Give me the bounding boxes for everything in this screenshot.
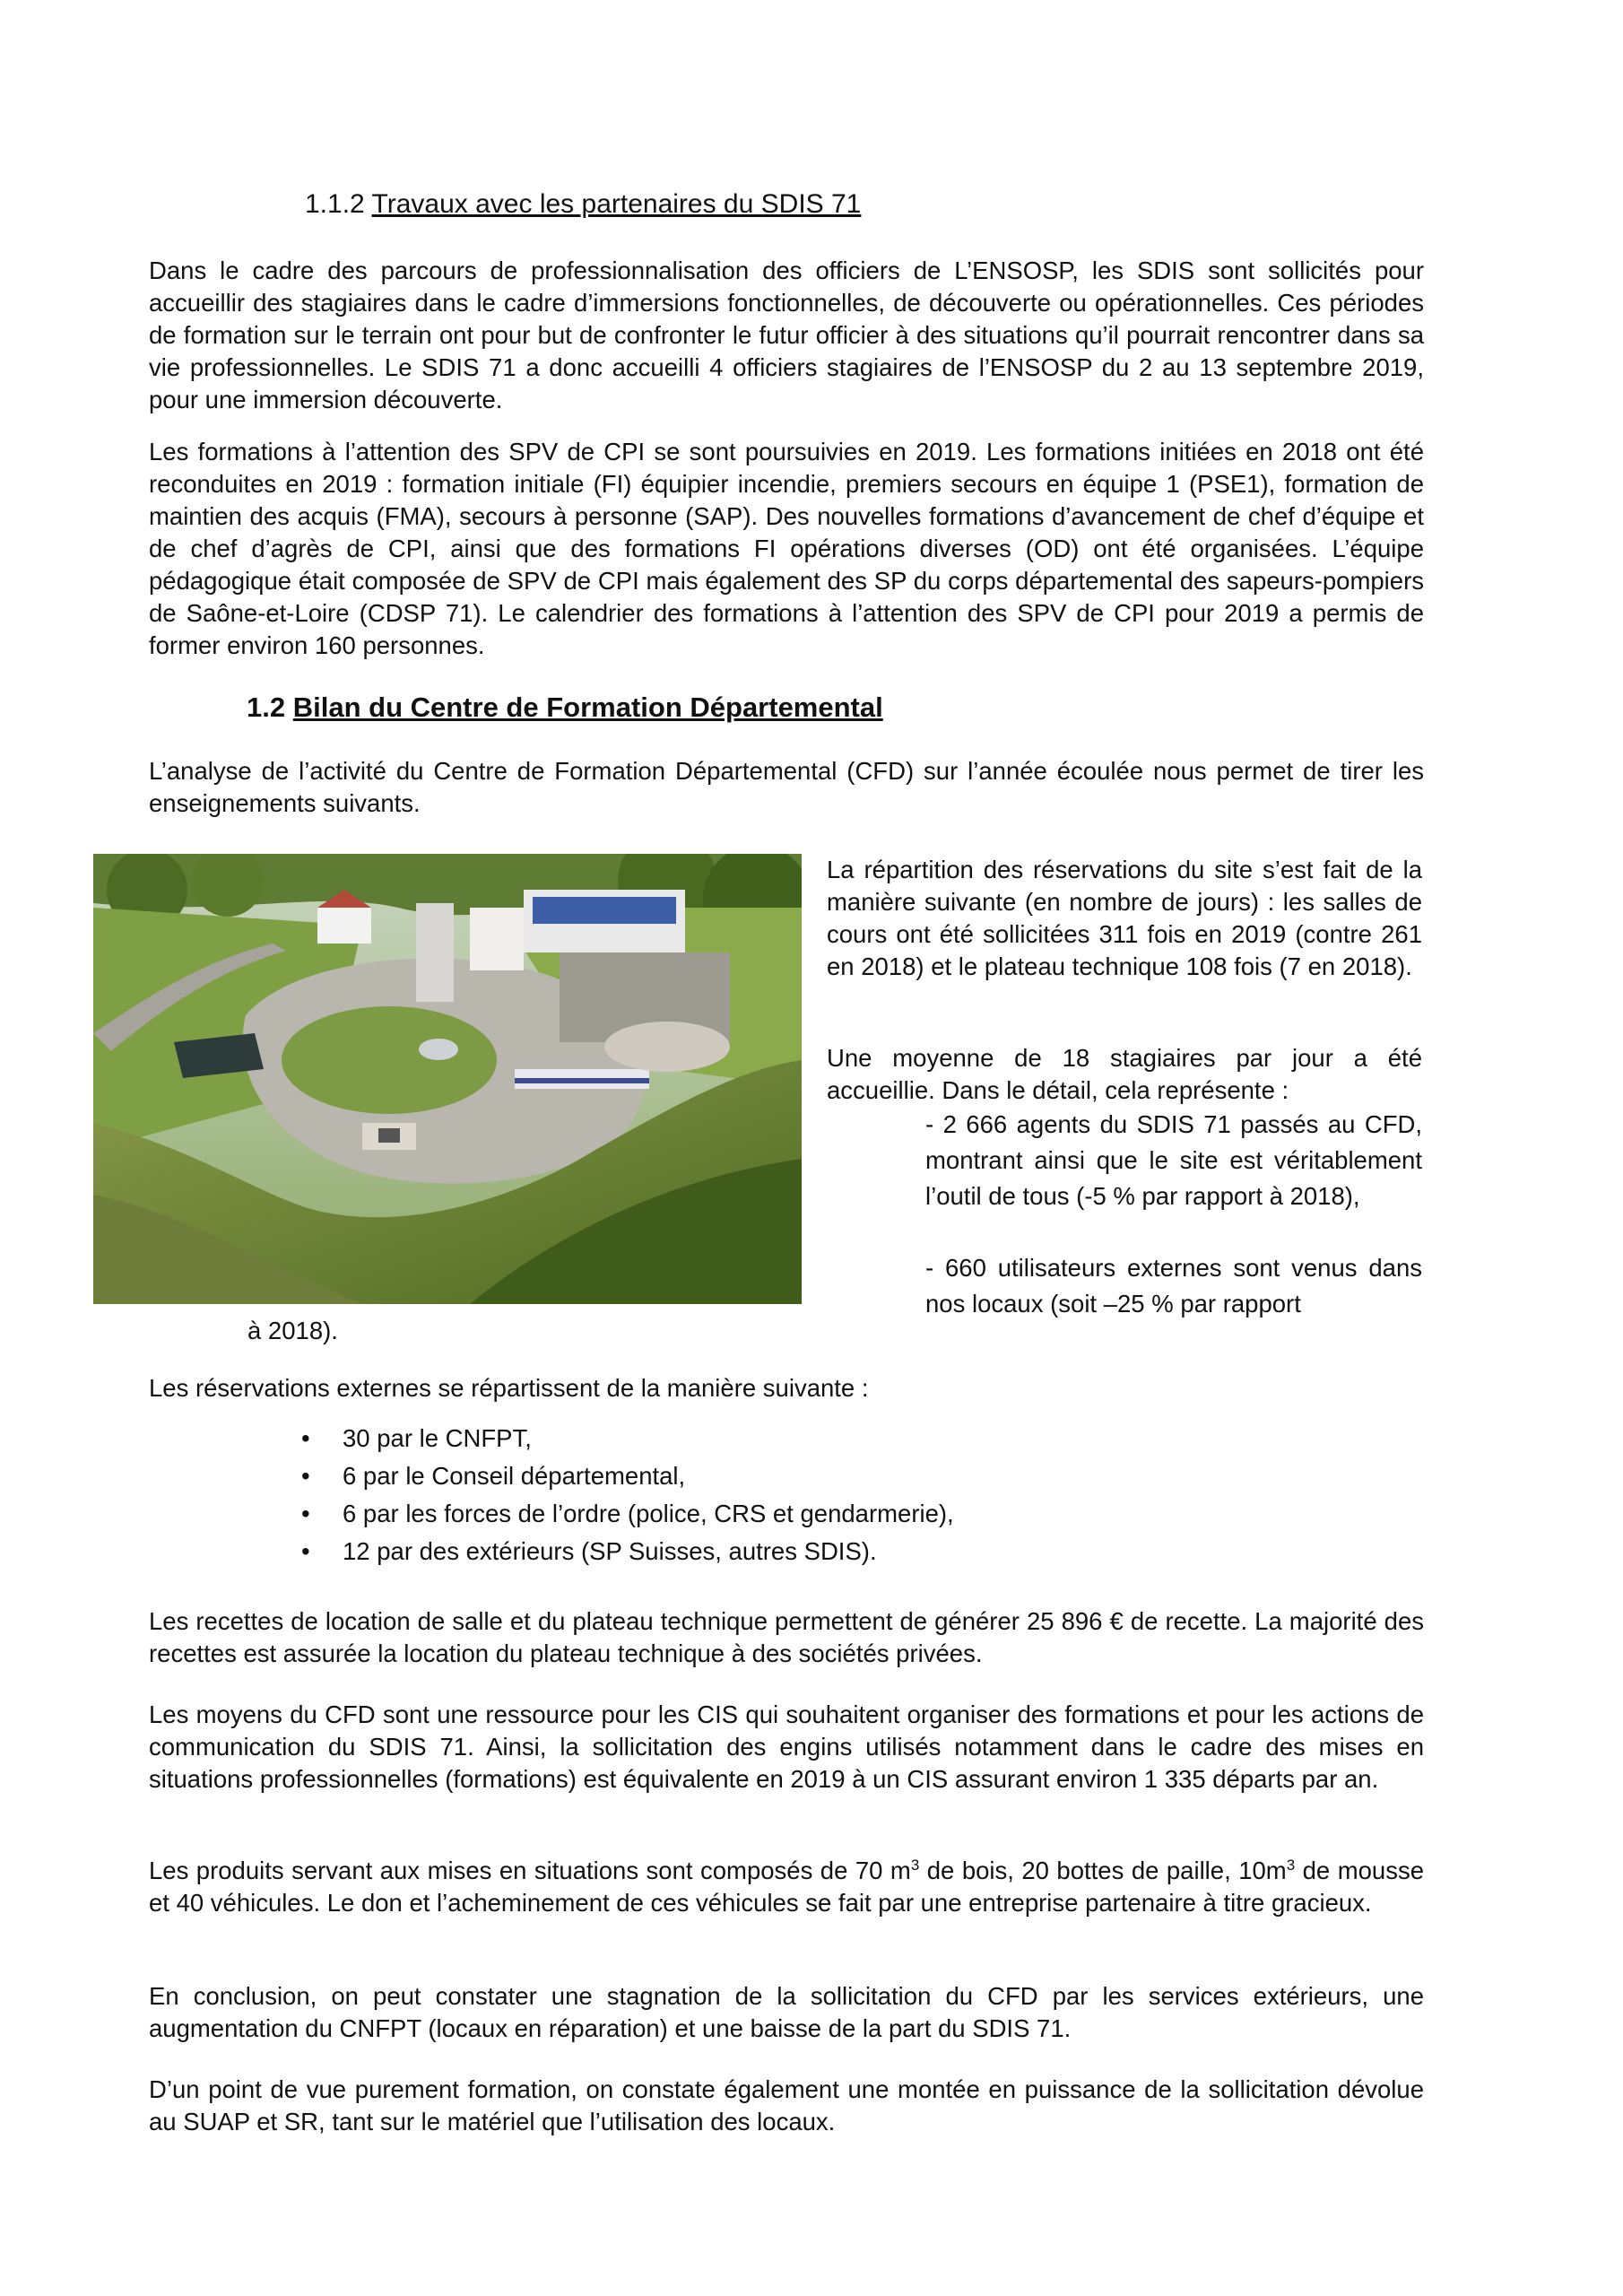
section-title: Travaux avec les partenaires du SDIS 71 (371, 189, 862, 219)
bullet-icon: • (301, 1462, 310, 1490)
section-heading-1-2 (247, 689, 883, 726)
training-centre-aerial-photo (93, 854, 802, 1304)
paragraph-moyens-cfd: Les moyens du CFD sont une ressource pour les CIS qui souhaitent organiser des formations et pour les actions de communication du SDIS 71. Ainsi, la sollicitation des engins utilisés notamment dans le cadre des mises en situations professionnelles (formations) est équivalente en 2019 à un CIS assurant environ 1 335 départs par an. (149, 1700, 1424, 1793)
reservations-list (296, 1420, 954, 1570)
section-number: 1.1.2 (305, 189, 365, 219)
paragraph-repartition: La répartition des réservations du site s’est fait de la manière suivante (en nombre de jours) : les salles de cours ont été sollicitées 311 fois en 2019 (contre 261 en 2018) et le plateau technique 108 fois (7 en 2018). (827, 856, 1422, 980)
paragraph-moyenne-stagiaires: Une moyenne de 18 stagiaires par jour a été accueillie. Dans le détail, cela représente : (827, 1044, 1422, 1104)
paragraph-reservations-externes: Les réservations externes se répartissent de la manière suivante : (149, 1374, 869, 1402)
paragraph-spv-formations: Les formations à l’attention des SPV de CPI se sont poursuivies en 2019. Les formations initiées en 2018 ont été reconduites en 2019 : formation initiale (FI) équipier incendie, premiers secours en équipe 1 (PSE1), formation de maintien des acquis (FMA), secours à personne (SAP). Des nouvelles formations d’avancement de chef d’équipe et de chef d’agrès de CPI, ainsi que des formations FI opérations diverses (OD) ont été organisées. L’équipe pédagogique était composée de SPV de CPI mais également des SP du corps départemental des sapeurs-pompiers de Saône-et-Loire (CDSP 71). Le calendrier des formations à l’attention des SPV de CPI pour 2019 a permis de former environ 160 personnes. (149, 438, 1424, 659)
paragraph-cfd-intro: L’analyse de l’activité du Centre de Formation Départemental (CFD) sur l’année écoulée nous permet de tirer les enseignements suivants. (149, 757, 1424, 817)
paragraph-conclusion: En conclusion, on peut constater une stagnation de la sollicitation du CFD par les services extérieurs, une augmentation du CNFPT (locaux en réparation) et une baisse de la part du SDIS 71. (149, 1982, 1424, 2042)
section-number: 1.2 (247, 691, 286, 723)
paragraph-recettes: Les recettes de location de salle et du plateau technique permettent de générer 25 896 € de recette. La majorité des recettes est assurée la location du plateau technique à des sociétés privées. (149, 1607, 1424, 1667)
list-item: • 6 par les forces de l’ordre (police, CRS et gendarmerie), (296, 1495, 954, 1533)
bullet-icon: • (301, 1424, 310, 1452)
section-title: Bilan du Centre de Formation Départemental (292, 691, 883, 723)
paragraph-produits: Les produits servant aux mises en situations sont composés de 70 $m^3$ de bois, 20 bottes de paille, $10m^3$ de mousse et 40 véhicules. Le don et l’acheminement de ces véhicules se fait par une entreprise partenaire à titre gracieux. (149, 1856, 1424, 1917)
bullet-icon: • (301, 1537, 310, 1565)
list-item: • 12 par des extérieurs (SP Suisses, autres SDIS). (296, 1533, 954, 1570)
paragraph-ensosp: Dans le cadre des parcours de professionnalisation des officiers de L’ENSOSP, les SDIS sont sollicités pour accueillir des stagiaires dans le cadre d’immersions fonctionnelles, de découverte ou opérationnelles. Ces périodes de formation sur le terrain ont pour but de confronter le futur officier à des situations qu’il pourrait rencontrer dans sa vie professionnelles. Le SDIS 71 a donc accueilli 4 officiers stagiaires de l’ENSOSP du 2 au 13 septembre 2019, pour une immersion découverte. (149, 257, 1424, 413)
section-heading-1-1-2 (305, 187, 861, 222)
bullet-icon: • (301, 1500, 310, 1527)
detail-agents-sdis: - 2 666 agents du SDIS 71 passés au CFD, montrant ainsi que le site est véritablement l’outil de tous (-5 % par rapport à 2018), (925, 1110, 1422, 1210)
list-item: • 6 par le Conseil départemental, (296, 1457, 954, 1495)
paragraph-formation-suap: D’un point de vue purement formation, on constate également une montée en puissance de la sollicitation dévolue au SUAP et SR, tant sur le matériel que l’utilisation des locaux. (149, 2075, 1424, 2135)
detail-utilisateurs-externes-tail: à 2018). (247, 1317, 338, 1344)
detail-utilisateurs-externes: - 660 utilisateurs externes sont venus dans nos locaux (soit –25 % par rapport (925, 1254, 1422, 1318)
list-item: • 30 par le CNFPT, (296, 1420, 954, 1457)
